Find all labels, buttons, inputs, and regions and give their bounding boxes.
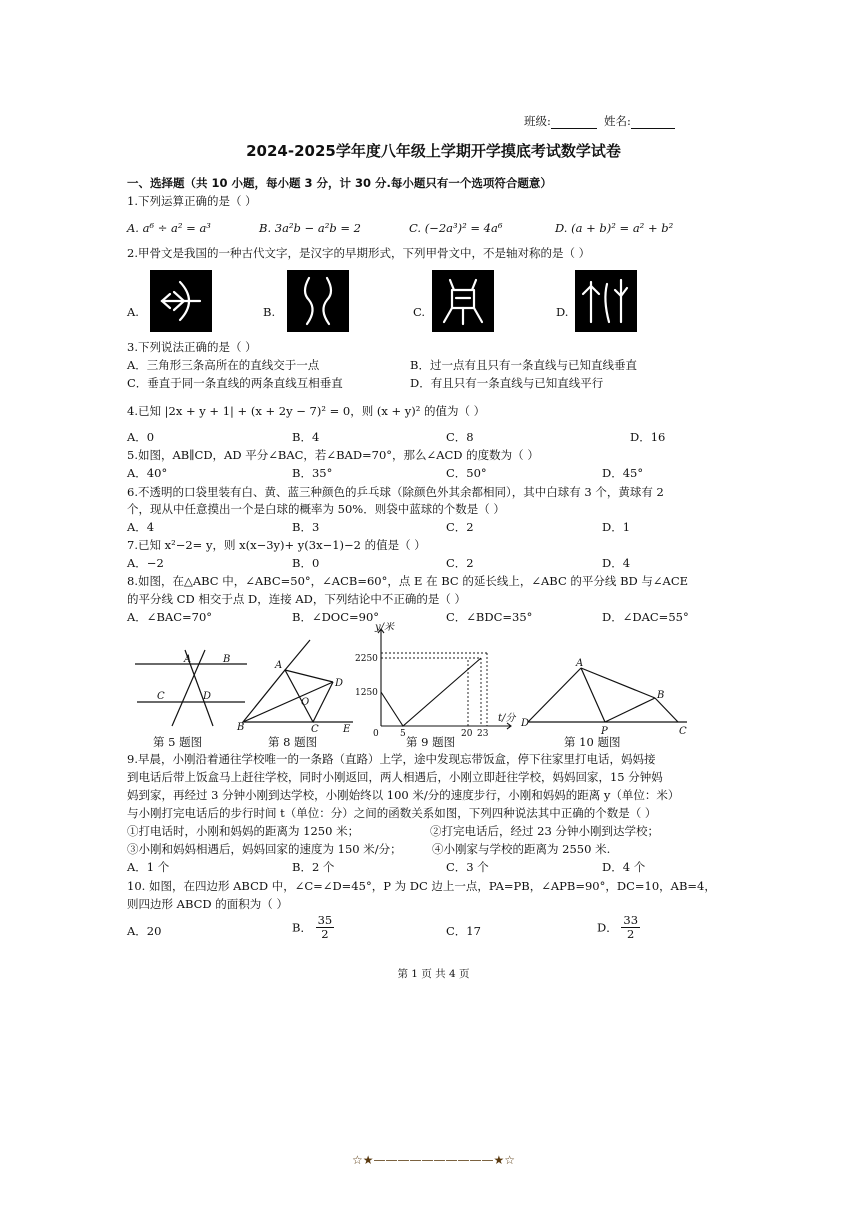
q3-option-a: A．三角形三条高所在的直线交于一点 <box>127 358 320 372</box>
fig9-tick-20: 20 <box>461 729 473 739</box>
q10-option-a: A．20 <box>127 924 162 938</box>
fig9-tick-2250: 2250 <box>355 654 378 664</box>
q9-stem-line2: 到电话后带上饭盒马上赶往学校，同时小刚返回，两人相遇后，小刚立即赶往学校，妈妈回家，15 分钟妈 <box>127 770 663 784</box>
fig9-tick-1250: 1250 <box>355 688 378 698</box>
q1-option-d: D. (a + b)² = a² + b² <box>555 221 674 235</box>
fig8-line-cd <box>313 682 333 722</box>
q4-option-a: A．0 <box>127 430 155 444</box>
oracle-glyph-c-image <box>432 270 494 332</box>
figures-strip <box>125 622 690 740</box>
fig8-line-extension <box>285 640 310 670</box>
q7-option-d: D．4 <box>602 556 631 570</box>
q1-option-c: C. (−2a³)² = 4a⁶ <box>409 221 503 235</box>
fig9-graph-line <box>381 658 481 726</box>
section-heading: 一、选择题（共 10 小题，每小题 3 分，计 30 分.每小题只有一个选项符合题意） <box>127 176 552 190</box>
q3-option-b: B．过一点有且只有一条直线与已知直线垂直 <box>410 358 637 372</box>
name-label: 姓名: <box>604 113 675 129</box>
q9-statement-1: ①打电话时，小刚和妈妈的距离为 1250 米； <box>127 824 360 838</box>
fig8-label-d: D <box>335 678 344 689</box>
fig9-y-label: y/米 <box>375 622 395 633</box>
q10-option-c: C．17 <box>446 924 481 938</box>
q9-stem-line1: 9.早晨，小刚沿着通往学校唯一的一条路（直路）上学，途中发现忘带饭盒，停下往家里打电话，妈妈接 <box>127 752 656 766</box>
fig5-label-c: C <box>157 691 165 702</box>
q10-stem-line2: 则四边形 ABCD 的面积为（ ） <box>127 897 288 911</box>
q10-stem-line1: 10. 如图，在四边形 ABCD 中，∠C=∠D=45°，P 为 DC 边上一点，PA=PB，∠APB=90°，DC=10，AB=4， <box>127 879 716 893</box>
fig9-caption: 第 9 题图 <box>406 735 456 749</box>
q8-option-c: C．∠BDC=35° <box>446 610 533 624</box>
fig8-label-b: B <box>237 722 245 733</box>
fig5-caption: 第 5 题图 <box>153 735 203 749</box>
q7-stem: 7.已知 x²−2= y，则 x(x−3y)+ y(3x−1)−2 的值是（ ） <box>127 538 426 552</box>
fig8-label-e: E <box>343 724 351 735</box>
q10-option-b-fraction: $\frac{35}{2}$ <box>317 913 333 941</box>
fig10-side-bc <box>655 698 678 722</box>
q3-stem: 3.下列说法正确的是（ ） <box>127 340 257 354</box>
q9-option-d: D．4 个 <box>602 860 646 874</box>
q5-option-d: D．45° <box>602 466 644 480</box>
oracle-glyph-d-image <box>575 270 637 332</box>
q2-option-b: B. <box>263 305 276 319</box>
q7-option-b: B．0 <box>292 556 320 570</box>
fig8-label-o: O <box>301 697 310 708</box>
q10-option-d <box>597 914 640 941</box>
q9-stem-line4: 与小刚打完电话后的步行时间 t（单位：分）之间的函数关系如图，下列四种说法其中正确的个数是（ ） <box>127 806 657 820</box>
q3-option-c: C．垂直于同一条直线的两条直线互相垂直 <box>127 376 343 390</box>
fig9-tick-23: 23 <box>477 729 489 739</box>
q7-option-a: A．−2 <box>127 556 164 570</box>
q10-option-b-label: B． <box>292 920 312 935</box>
fig9-tick-5: 5 <box>400 729 406 739</box>
q5-stem: 5.如图，AB∥CD，AD 平分∠BAC，若∠BAD=70°，那么∠ACD 的度数为（ ） <box>127 448 539 462</box>
fig9-origin: 0 <box>373 729 379 739</box>
q9-statement-2: ②打完电话后，经过 23 分钟小刚到达学校； <box>430 824 659 838</box>
q1-option-b: B. 3a²b − a²b = 2 <box>259 221 361 235</box>
fig5-label-a: A <box>184 654 192 665</box>
fig5-label-d: D <box>203 691 212 702</box>
fig5-label-b: B <box>223 654 231 665</box>
fig10-caption: 第 10 题图 <box>564 735 621 749</box>
page-title: 2024-2025学年度八年级上学期开学摸底考试数学试卷 <box>246 142 621 160</box>
q4-stem: 4.已知 |2x + y + 1| + (x + 2y − 7)² = 0，则 (x + y)² 的值为（ ） <box>127 404 486 418</box>
fig8-caption: 第 8 题图 <box>268 735 318 749</box>
fig8-label-c: C <box>311 724 319 735</box>
oracle-glyph-a-image <box>150 270 212 332</box>
class-label: 班级: <box>524 113 597 129</box>
q2-stem: 2.甲骨文是我国的一种古代文字，是汉字的早期形式，下列甲骨文中，不是轴对称的是（ ） <box>127 246 591 260</box>
q4-option-d: D．16 <box>630 430 666 444</box>
q5-option-c: C．50° <box>446 466 487 480</box>
q9-statement-3: ③小刚和妈妈相遇后，妈妈回家的速度为 150 米/分； <box>127 842 402 856</box>
fig10-side-da <box>528 668 581 722</box>
q8-option-a: A．∠BAC=70° <box>127 610 213 624</box>
q2-option-c: C. <box>413 305 426 319</box>
q1-option-a: A. a⁶ ÷ a² = a³ <box>127 221 211 235</box>
q6-stem-line2: 个，现从中任意摸出一个是白球的概率为 50%．则袋中蓝球的个数是（ ） <box>127 502 505 516</box>
oracle-glyph-b-image <box>287 270 349 332</box>
fig9-x-label: t/分 <box>498 713 516 724</box>
q10-option-d-label: D． <box>597 920 618 935</box>
q6-option-a: A．4 <box>127 520 155 534</box>
fig10-label-c: C <box>679 726 687 737</box>
fig10-label-d: D <box>521 718 530 729</box>
q8-option-b: B．∠DOC=90° <box>292 610 380 624</box>
q6-option-c: C．2 <box>446 520 474 534</box>
fig10-label-a: A <box>576 658 584 669</box>
footer-decoration: ☆★——————————★☆ <box>351 1153 516 1167</box>
fig8-label-a: A <box>275 660 283 671</box>
q5-option-b: B．35° <box>292 466 333 480</box>
fig10-label-p: P <box>601 726 608 737</box>
q6-option-b: B．3 <box>292 520 320 534</box>
page-number: 第 1 页 共 4 页 <box>397 968 470 980</box>
fig10-line-pb <box>605 698 655 722</box>
q9-stem-line3: 妈到家，再经过 3 分钟小刚到达学校，小刚始终以 100 米/分的速度步行，小刚和妈妈的距离 y（单位：米） <box>127 788 680 802</box>
q3-option-d: D．有且只有一条直线与已知直线平行 <box>410 376 604 390</box>
q7-option-c: C．2 <box>446 556 474 570</box>
q10-option-d-fraction: $\frac{33}{2}$ <box>623 913 639 941</box>
q2-option-d: D. <box>556 305 569 319</box>
q6-option-d: D．1 <box>602 520 631 534</box>
fig10-label-b: B <box>657 690 665 701</box>
q2-option-a: A. <box>127 305 139 319</box>
q1-stem: 1.下列运算正确的是（ ） <box>127 194 257 208</box>
q8-stem-line2: 的平分线 CD 相交于点 D，连接 AD，下列结论中不正确的是（ ） <box>127 592 467 606</box>
q9-statement-4: ④小刚家与学校的距离为 2550 米. <box>432 842 611 856</box>
q8-stem-line1: 8.如图，在△ABC 中，∠ABC=50°，∠ACB=60°，点 E 在 BC 的延长线上，∠ABC 的平分线 BD 与∠ACE <box>127 574 689 588</box>
fig8-line-bd <box>243 682 333 722</box>
q9-option-b: B．2 个 <box>292 860 335 874</box>
q4-option-c: C．8 <box>446 430 474 444</box>
q9-option-c: C．3 个 <box>446 860 489 874</box>
fig8-line-ad <box>285 670 333 682</box>
q9-option-a: A．1 个 <box>127 860 170 874</box>
q6-stem-line1: 6.不透明的口袋里装有白、黄、蓝三种颜色的乒乓球（除颜色外其余都相同），其中白球有 3 个，黄球有 2 <box>127 485 664 499</box>
q4-option-b: B．4 <box>292 430 320 444</box>
q5-option-a: A．40° <box>127 466 168 480</box>
q10-option-b <box>292 914 334 941</box>
q8-option-d: D．∠DAC=55° <box>602 610 689 624</box>
